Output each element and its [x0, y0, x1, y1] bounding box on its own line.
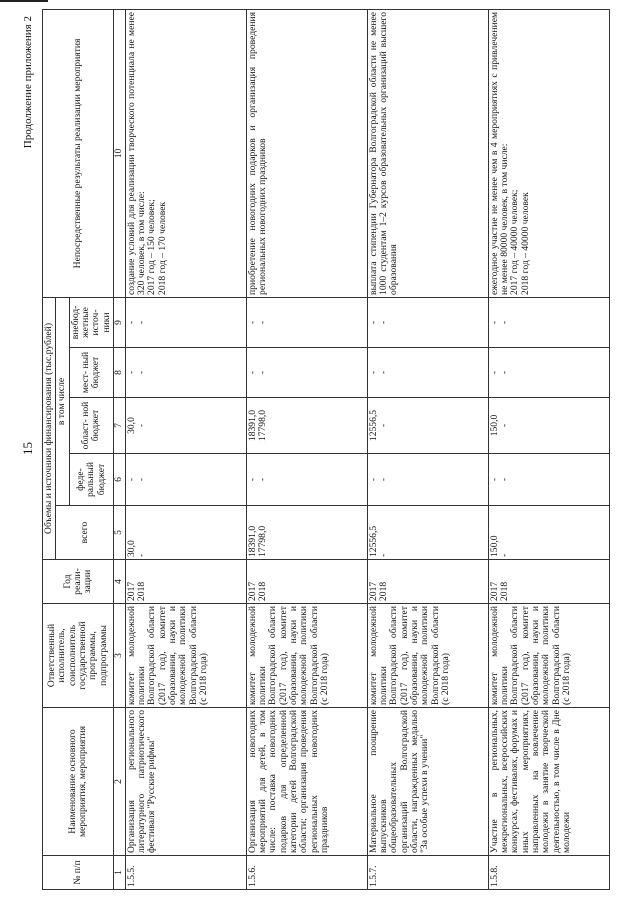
activity-name: Организация регионального литературного патриотического фестиваля "Русские рифмы" [125, 708, 246, 856]
local-budget: - - [367, 348, 488, 398]
column-number-row [114, 9, 125, 889]
responsible-executor: комитет молодежной политики Волгоградской области (2017 год), комитет образования, науки и молодежной политики Волгоградской области (с 2018 года) [246, 604, 367, 708]
header-financing: Объемы и источники финансирования (тыс.рублей) [43, 297, 56, 559]
column-number: 4 [114, 560, 125, 604]
header-num: № п/п [43, 856, 114, 890]
column-number: 8 [114, 348, 125, 398]
expected-result: выплата стипендии Губернатора Волгоградской области не менее 1000 студентам 1–2 курсов образовательных организаций высшего образования [367, 9, 488, 297]
years: 2017 2018 [488, 560, 609, 604]
activity-name: Организация новогодних мероприятий для детей, в том числе: поставка новогодних подарков для определенной категории детей Волгоградской области; организация проведения региональных новогодних праздников [246, 708, 367, 856]
row-number: 1.5.5. [125, 856, 246, 890]
extrabudgetary-sources: - - [246, 297, 367, 347]
page-number: 15 [20, 442, 35, 455]
column-number: 7 [114, 398, 125, 454]
extrabudgetary-sources: - - [125, 297, 246, 347]
row-number: 1.5.6. [246, 856, 367, 890]
header-result: Непосредственные результаты реализации мероприятия [43, 9, 114, 297]
row-number: 1.5.8. [488, 856, 609, 890]
activity-name: Участие в региональных, межрегиональных, всероссийских конкурсах, фестивалях, форумах и иных мероприятиях, направленных на вовлечение молодежи в занятие творческой деятельностью, в том числе в Дне молодежи [488, 708, 609, 856]
continuation-label: Продолжение приложения 2 [22, 16, 34, 149]
federal-budget: - - [367, 454, 488, 506]
years: 2017 2018 [125, 560, 246, 604]
responsible-executor: комитет молодежной политики Волгоградской области (2017 год), комитет образования, науки и молодежной политики Волгоградской области (с 2018 года) [125, 604, 246, 708]
extrabudgetary-sources: - - [488, 297, 609, 347]
table-row [367, 9, 488, 889]
header-regional: област- ной бюджет [69, 398, 113, 454]
header-name: Наименование основного мероприятия, мероприятия [43, 708, 114, 856]
regional-budget: 12556,5 - [367, 398, 488, 454]
table-row [125, 9, 246, 889]
local-budget: - - [488, 348, 609, 398]
table-row [246, 9, 367, 889]
expected-result: создание условий для реализации творческого потенциала не менее 320 человек, в том числе: 2017 год – 150 человек; 2018 год – 170 человек [125, 9, 246, 297]
header-in-that-number: в том числе [56, 297, 69, 505]
program-table [42, 9, 610, 890]
local-budget: - - [125, 348, 246, 398]
regional-budget: 30,0 - [125, 398, 246, 454]
rotated-page [20, 10, 620, 890]
federal-budget: - - [125, 454, 246, 506]
years: 2017 2018 [246, 560, 367, 604]
responsible-executor: комитет молодежной политики Волгоградской области (2017 год), комитет образования, науки и молодежной политики Волгоградской области (с 2018 года) [488, 604, 609, 708]
federal-budget: - - [488, 454, 609, 506]
years: 2017 2018 [367, 560, 488, 604]
expected-result: приобретение новогодних подарков и организация проведения региональных новогодних праздников [246, 9, 367, 297]
column-number: 1 [114, 856, 125, 890]
header-year: Год реали- зации [43, 560, 114, 604]
activity-name: Материальное поощрение выпускников общеобразовательных организаций Волгоградской области, награжденных медалью "За особые успехи в учении" [367, 708, 488, 856]
header-local: мест- ный бюджет [69, 348, 113, 398]
extrabudgetary-sources: - - [367, 297, 488, 347]
top-rule [0, 0, 48, 2]
column-number: 6 [114, 454, 125, 506]
column-number: 9 [114, 297, 125, 347]
column-number: 5 [114, 506, 125, 560]
total-amount: 12556,5 - [367, 506, 488, 560]
table-row [488, 9, 609, 889]
total-amount: 150,0 - [488, 506, 609, 560]
total-amount: 18391,0 17798,0 [246, 506, 367, 560]
responsible-executor: комитет молодежной политики Волгоградской области (2017 год), комитет образования, науки и молодежной политики Волгоградской области (с 2018 года) [367, 604, 488, 708]
local-budget: - - [246, 348, 367, 398]
expected-result: ежегодное участие не менее чем в 4 мероприятиях с привлечением не менее 80000 человек, в том числе: 2017 год – 40000 человек; 2018 год – 40000 человек [488, 9, 609, 297]
header-extra: внебюд- жетные источ- ники [69, 297, 113, 347]
row-number: 1.5.7. [367, 856, 488, 890]
header-federal: феде- ральный бюджет [69, 454, 113, 506]
column-number: 10 [114, 9, 125, 297]
regional-budget: 150,0 - [488, 398, 609, 454]
federal-budget: - - [246, 454, 367, 506]
column-number: 3 [114, 604, 125, 708]
header-responsible: Ответственный исполнитель, соисполнитель государственной программы, подпрограммы [43, 604, 114, 708]
header-total: всего [56, 506, 114, 560]
total-amount: 30,0 - [125, 506, 246, 560]
column-number: 2 [114, 708, 125, 856]
regional-budget: 18391,0 17798,0 [246, 398, 367, 454]
